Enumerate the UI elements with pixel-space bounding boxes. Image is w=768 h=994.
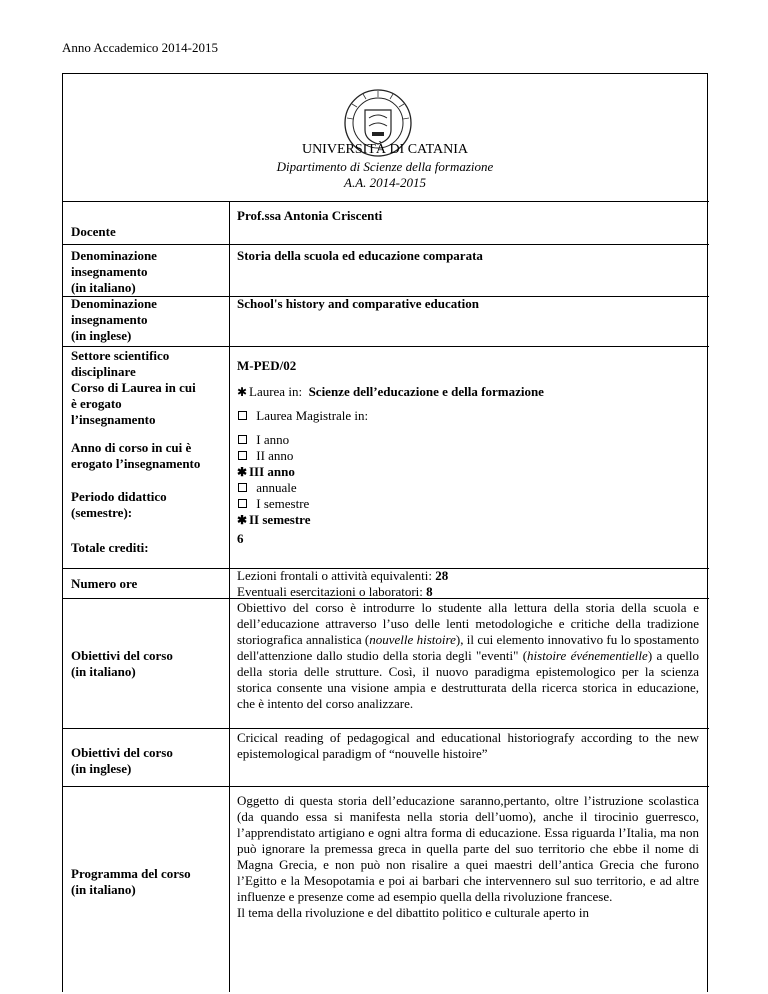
anno-options bbox=[237, 432, 699, 480]
checkbox-icon bbox=[238, 483, 247, 492]
checkbox-icon bbox=[238, 451, 247, 460]
value-ore: Lezioni frontali o attività equivalenti: 28 Eventuali esercitazioni o laboratori: 8 bbox=[237, 568, 449, 599]
value-obiettivi-it: Obiettivo del corso è introdurre lo studente alla lettura della storia della scuola e dell’educazione attraverso l’uso delle lenti metodologiche e critiche della tradizione storiografica annalistica (nouvelle histoire), il cui elemento innovativo fu lo spostamento dell'attenzione dallo studio della storia degli "eventi" (histoire événementielle) a quello della storia delle strutture. Così, il nuovo paradigma epistemologico per la scienza storica consente una visione ampia e destrutturata della ricerca storica in educazione, che è intento del corso analizzare. bbox=[237, 600, 700, 711]
checkbox-icon bbox=[238, 435, 247, 444]
option-semestre-2: ✱ II semestre bbox=[237, 512, 311, 527]
option-anno-2: II anno bbox=[237, 448, 699, 464]
divider bbox=[63, 201, 709, 202]
column-divider bbox=[229, 201, 230, 992]
university-name: UNIVERSITÀ DI CATANIA bbox=[301, 142, 469, 157]
divider bbox=[63, 786, 709, 787]
label-programma-it: Programma del corso (in italiano) bbox=[71, 866, 191, 897]
selected-star-icon: ✱ bbox=[237, 465, 248, 479]
label-crediti: Totale crediti: bbox=[71, 540, 149, 555]
label-ore: Numero ore bbox=[71, 576, 138, 591]
divider bbox=[63, 244, 709, 245]
label-obiettivi-en: Obiettivi del corso (in inglese) bbox=[71, 745, 173, 776]
label-settore: Settore scientifico disciplinare bbox=[71, 348, 170, 379]
selected-star-icon: ✱ bbox=[237, 513, 248, 527]
value-crediti: 6 bbox=[237, 531, 244, 546]
value-programma-it: Oggetto di questa storia dell’educazione saranno,pertanto, oltre l’istruzione scolastica (da quando essa si manifesta nella storia dell’uomo), anche il tirocinio guerresco, l’apprendistato artigiano e ogni altra forma di educazione. Essa riguarda l’Italia, ma non può ignorare la premessa greca in quella parte del suo territorio che ebbe il nome di Magna Grecia, e non può non risalire a quei maestri dell’antica Grecia che furono l’Egitto e la Mesopotamia e poi ai barbari che intervennero sul suo territorio, e ad altre influenze e presenze come ad esempio quella della rivoluzione francese. Il tema della rivoluzione e del dibattito politico e culturale aperto in bbox=[237, 793, 699, 920]
label-denominazione-it: Denominazione insegnamento (in italiano) bbox=[71, 248, 157, 295]
label-obiettivi-it: Obiettivi del corso (in italiano) bbox=[71, 648, 173, 679]
department-name: Dipartimento di Scienze della formazione bbox=[276, 159, 494, 174]
value-denominazione-it: Storia della scuola ed educazione comparata bbox=[237, 248, 483, 263]
academic-year: A.A. 2014-2015 bbox=[344, 175, 426, 190]
option-semestre-1: I semestre bbox=[237, 496, 699, 512]
label-docente: Docente bbox=[71, 224, 116, 239]
corso-magistrale-option: Laurea Magistrale in: bbox=[237, 408, 699, 424]
label-corso: Corso di Laurea in cui è erogato l’insegnamento bbox=[71, 380, 196, 427]
option-anno-3: ✱ III anno bbox=[237, 464, 295, 479]
periodo-options bbox=[237, 480, 699, 528]
value-denominazione-en: School's history and comparative education bbox=[237, 296, 479, 311]
label-denominazione-en: Denominazione insegnamento (in inglese) bbox=[71, 296, 157, 343]
form-header bbox=[63, 74, 707, 201]
page-header: Anno Accademico 2014-2015 bbox=[62, 40, 218, 55]
option-annuale: annuale bbox=[237, 480, 699, 496]
divider bbox=[63, 728, 709, 729]
course-form bbox=[62, 73, 708, 992]
selected-star-icon: ✱ bbox=[237, 385, 248, 399]
checkbox-icon bbox=[238, 411, 247, 420]
value-obiettivi-en: Cricical reading of pedagogical and educational historiografy according to the new epistemological paradigm of “nouvelle histoire” bbox=[237, 730, 699, 761]
value-settore: M-PED/02 bbox=[237, 358, 297, 373]
label-periodo: Periodo didattico (semestre): bbox=[71, 489, 167, 520]
checkbox-icon bbox=[238, 499, 247, 508]
option-anno-1: I anno bbox=[237, 432, 699, 448]
label-anno: Anno di corso in cui è erogato l’insegnamento bbox=[71, 440, 201, 471]
divider bbox=[63, 346, 709, 347]
value-docente: Prof.ssa Antonia Criscenti bbox=[237, 208, 383, 223]
corso-laurea-option: ✱ Laurea in: Scienze dell’educazione e della formazione bbox=[237, 384, 544, 399]
